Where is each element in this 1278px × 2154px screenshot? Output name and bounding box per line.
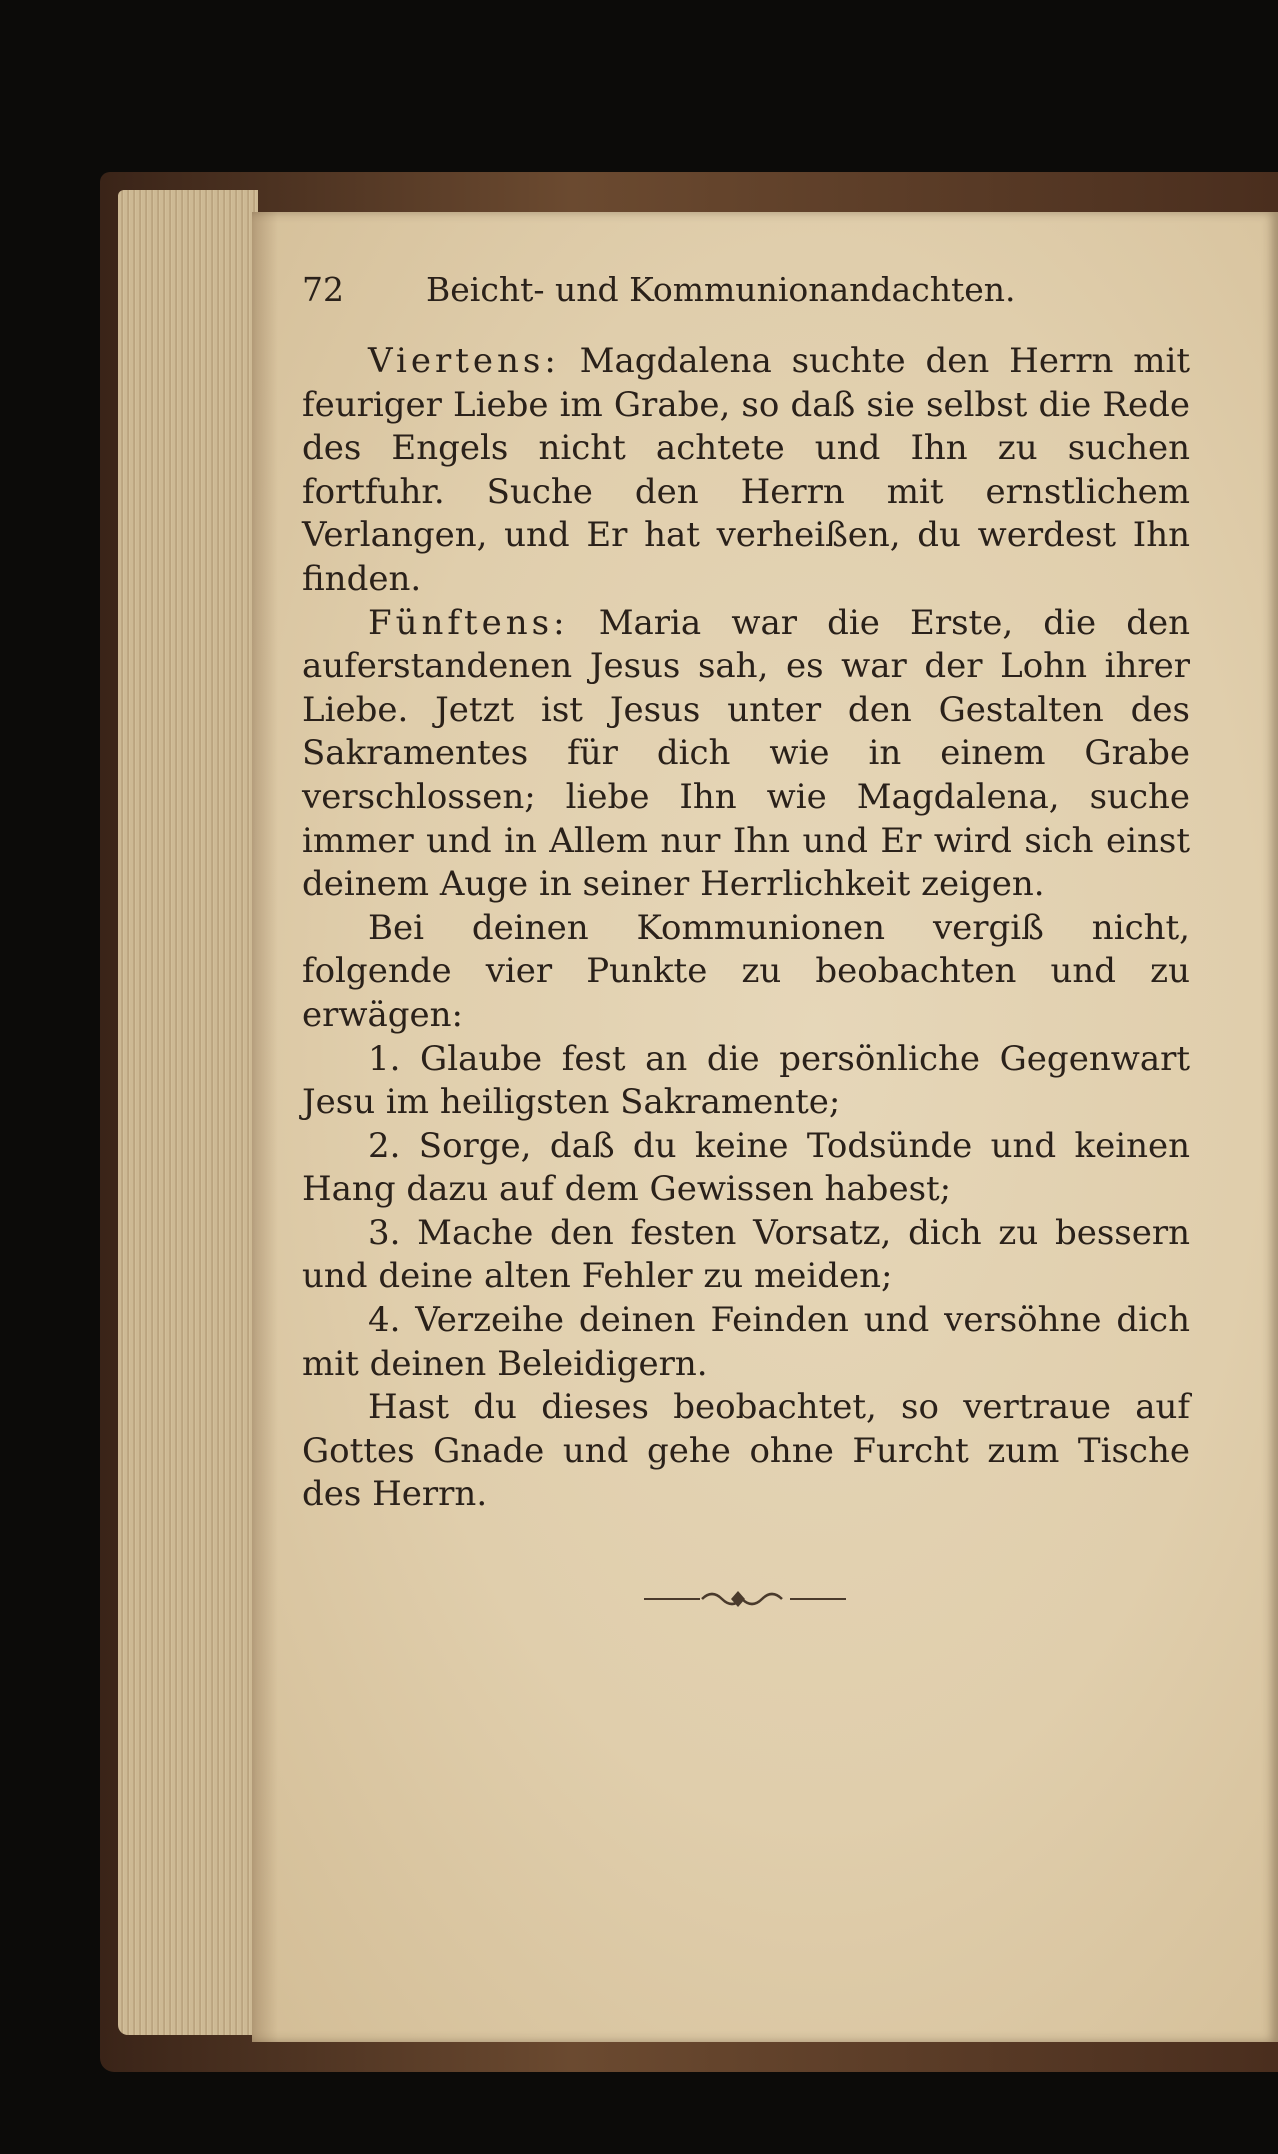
paragraph-viertens: [302, 340, 1190, 602]
ornament-divider-icon: [640, 1585, 850, 1611]
list-item: 3. Mache den festen Vorsatz, dich zu bessern und deine alten Fehler zu meiden;: [302, 1212, 1190, 1297]
paragraph-fuenftens: [302, 602, 1190, 907]
page-number: 72: [302, 270, 344, 309]
paragraph-lead: Viertens:: [368, 341, 560, 381]
list-item: 2. Sorge, daß du keine Todsünde und keinen Hang dazu auf dem Gewissen habest;: [302, 1125, 1190, 1210]
paragraph-body: Bei deinen Kommunionen vergiß nicht, folgende vier Punkte zu beobachten und zu erwägen:: [302, 907, 1190, 1035]
paragraph-body: Maria war die Erste, die den auferstandenen Jesus sah, es war der Lohn ihrer Liebe. Jetzt ist Jesus unter den Gestalten des Sakramentes für dich wie in einem Grabe verschlossen; liebe Ihn wie Magdalena, suche immer und in Allem nur Ihn und Er wird sich einst deinem Auge in seiner Herrlichkeit zeigen.: [302, 602, 1190, 905]
running-title: Beicht- und Kommunionandachten.: [426, 270, 1016, 309]
page-text: [302, 268, 1190, 1517]
page-gutter-shadow: [252, 212, 278, 2042]
page-header: [302, 268, 1190, 330]
page-edges: [118, 190, 258, 2035]
paragraph-lead: Fünftens:: [368, 602, 569, 643]
list-item: 1. Glaube fest an die persönliche Gegenwart Jesu im heiligsten Sakramente;: [302, 1038, 1190, 1123]
closing-paragraph: Hast du dieses beobachtet, so vertraue auf Gottes Gnade und gehe ohne Furcht zum Tische des Herrn.: [302, 1387, 1190, 1515]
paragraph-intro-points: [302, 907, 1190, 1038]
paragraph-body: Magdalena suchte den Herrn mit feuriger Liebe im Grabe, so daß sie selbst die Rede des Engels nicht achtete und Ihn zu suchen fortfuhr. Suche den Herrn mit ernstlichem Verlangen, und Er hat verheißen, du werdest Ihn finden.: [302, 341, 1190, 599]
list-item: 4. Verzeihe deinen Feinden und versöhne dich mit deinen Beleidigern.: [302, 1300, 1190, 1384]
